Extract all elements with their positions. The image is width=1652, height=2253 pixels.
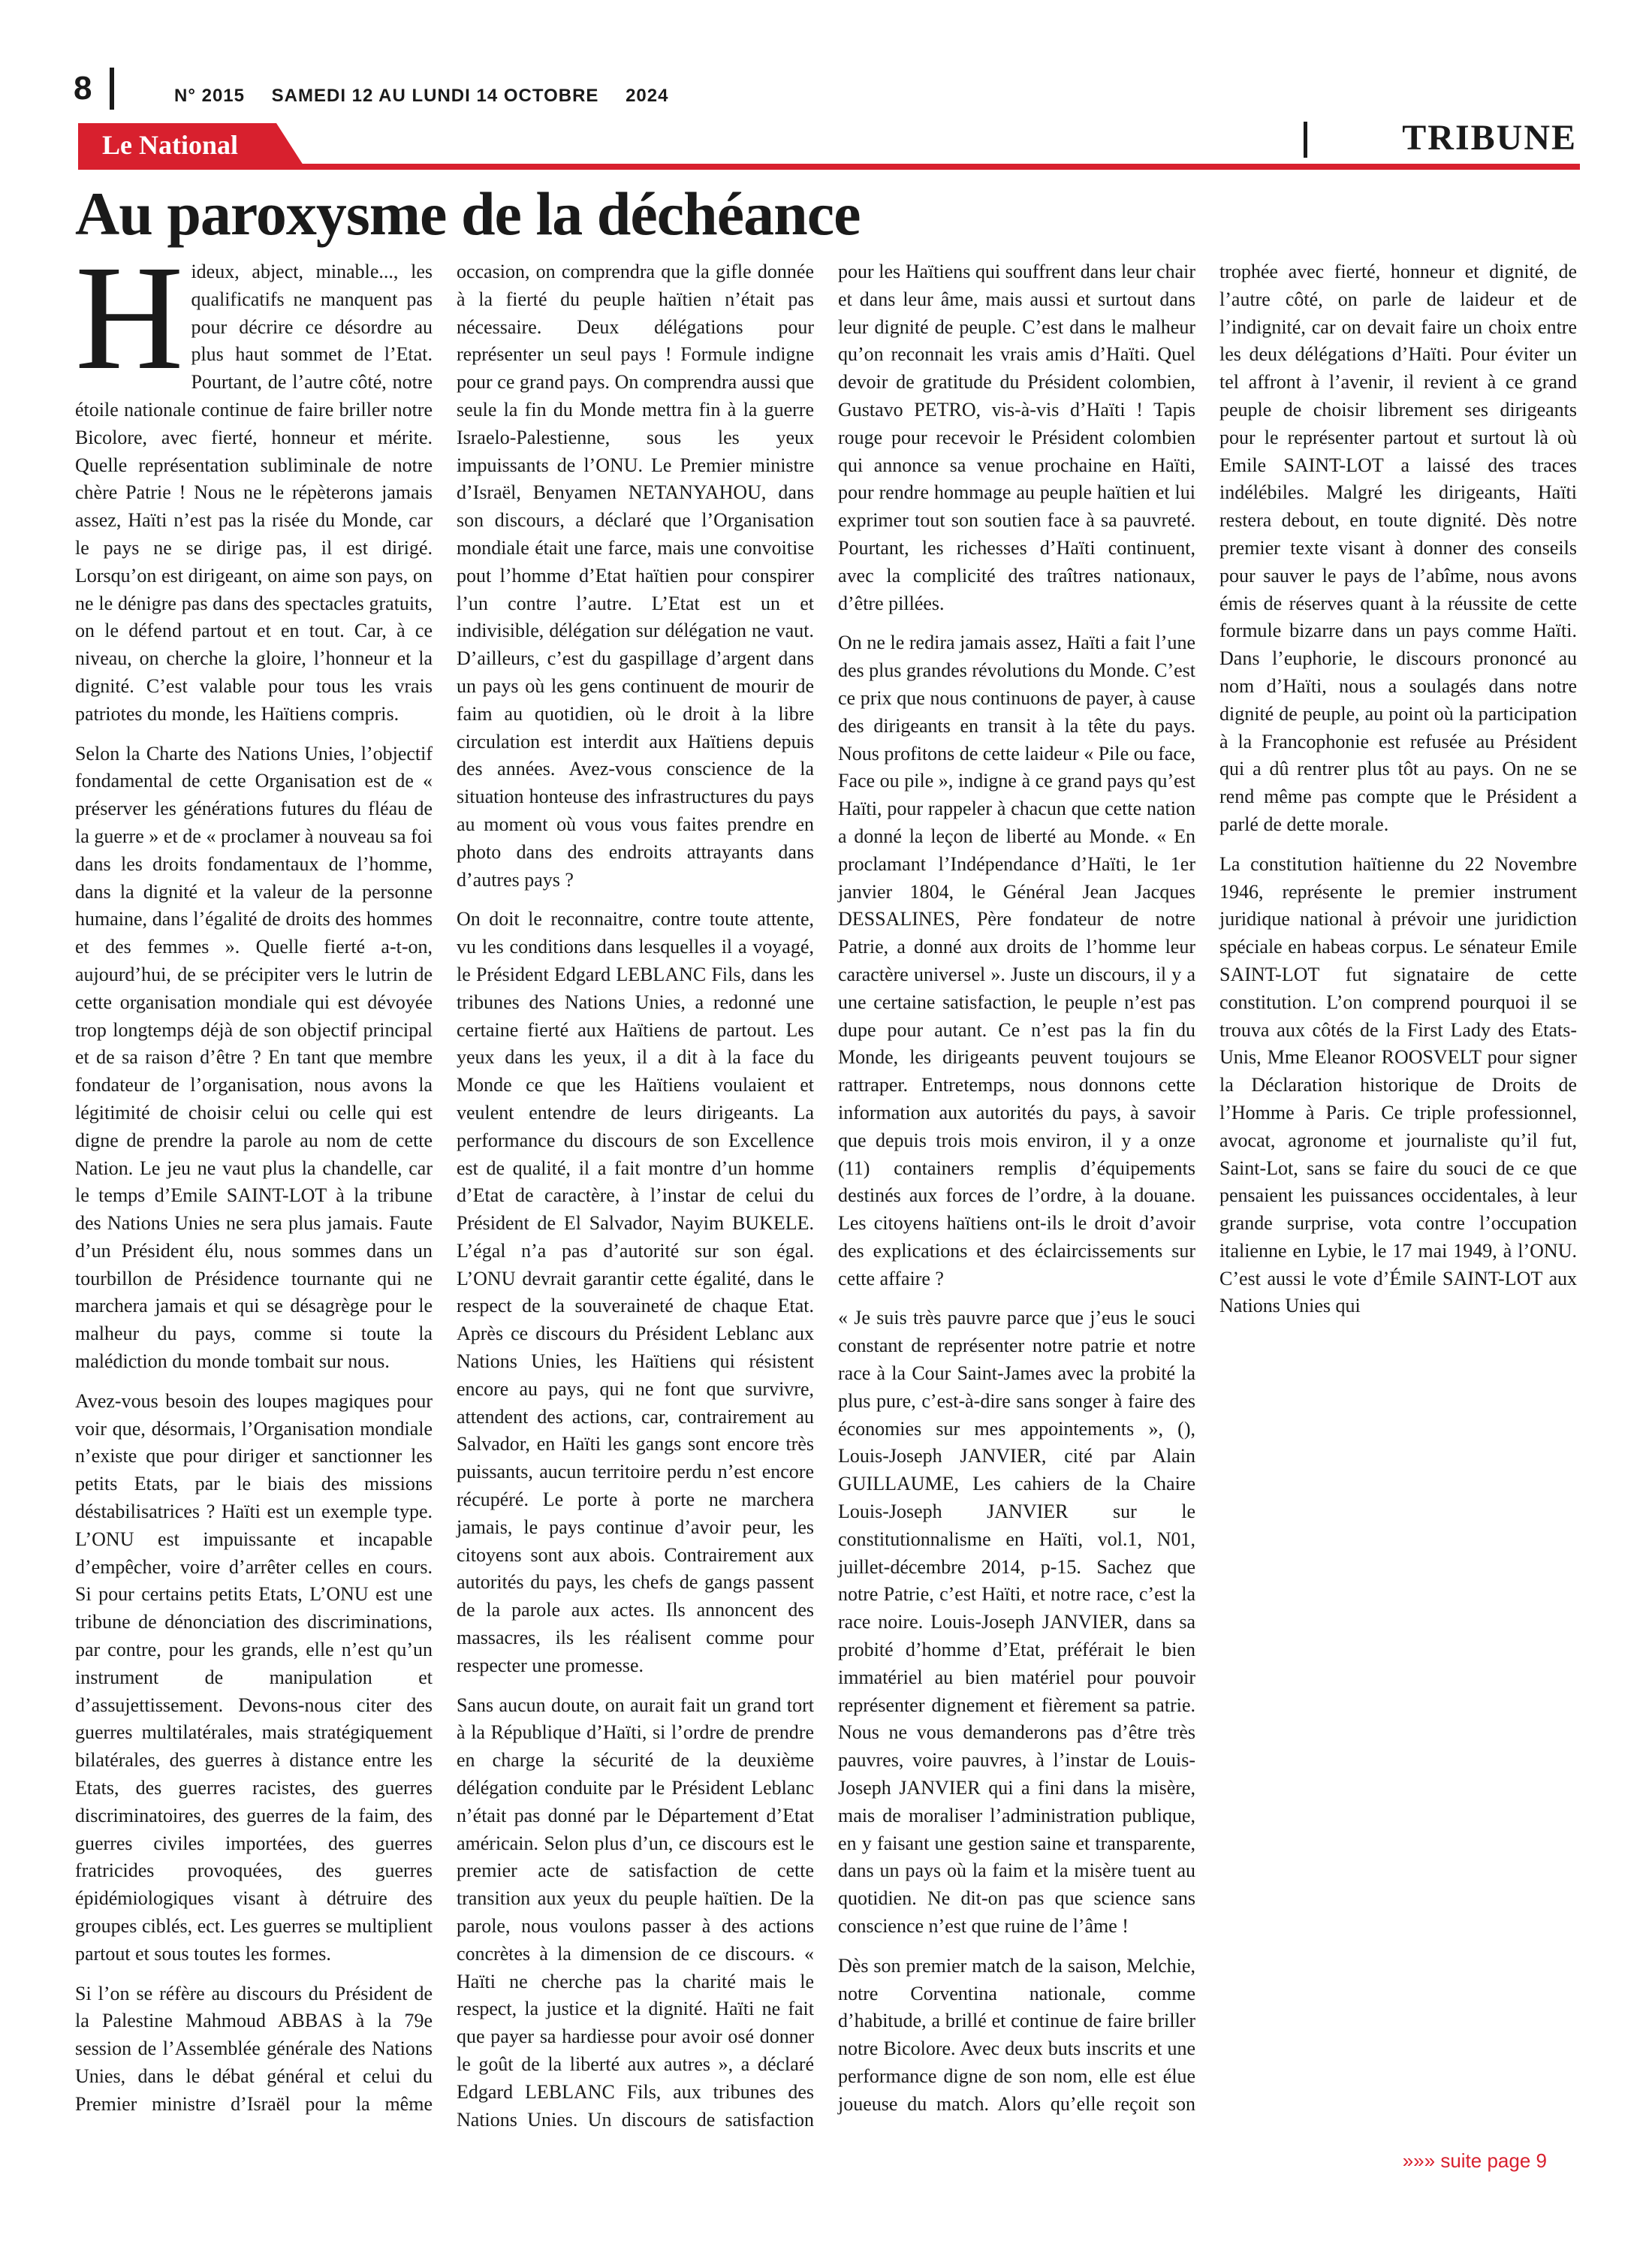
article-paragraph: Sans aucun doute, on aurait fait un grand tort à la République d’Haïti, si l’ordre de prendre en charge la sécurité de la deuxième délégation conduite par le Président Leblanc n’était pas donné par le Département d’Etat américain. Selon plus d’un, ce discours est le premier acte de satisfaction de cette transition aux yeux du peuple haïtien. De la parole, nous voulons passer à des actions concrètes à la dimension de ce discours. « Haïti ne cherche pas la charité mais le respect, la justice et la dignité. Haïti ne fait que payer sa hardiesse pour avoir osé donner le goût de la liberté aux autres », a déclaré Edgard LEBLANC Fils, aux tribunes des Nations Unies. Un discours de satisfaction pour les Haïtiens qui souffrent dans leur chair et dans leur âme, mais aussi et surtout dans leur dignité de peuple. C’est dans le malheur qu’on reconnait les vrais amis d’Haïti. Quel devoir de gratitude du Président colombien, Gustavo PETRO, vis-à-vis d’Haïti ! Tapis rouge pour recevoir le Président colombien qui annonce sa venue prochaine en Haïti, pour rendre hommage au peuple haïtien et lui exprimer tout son soutien face à sa pauvreté. Pourtant, les richesses d’Haïti continuent, avec la complicité des traîtres nationaux, d’être pillées. — [457, 261, 1195, 2131]
article-paragraph — [75, 235, 433, 728]
article-paragraph: On doit le reconnaitre, contre toute attente, vu les conditions dans lesquelles il a voyagé, le Président Edgard LEBLANC Fils, dans les tribunes des Nations Unies, a redonné une certaine fierté aux Haïtiens de partout. Les yeux dans les yeux, il a dit à la face du Monde ce que les Haïtiens voulaient et veulent entendre de leurs dirigeants. La performance du discours de son Excellence est de qualité, il a fait montre d’un homme d’Etat de caractère, à l’instar de celui du Président de El Salvador, Nayim BUKELE. L’égal n’a pas d’autorité sur son égal. L’ONU devrait garantir cette égalité, dans le respect de la souveraineté de chaque Etat. Après ce discours du Président Leblanc aux Nations Unies, les Haïtiens qui résistent encore au pays, qui ne font que survivre, attendent des actions, car, contrairement au Salvador, en Haïti les gangs sont encore très puissants, aucun territoire perdu n’est encore récupéré. Le porte à porte ne marchera jamais, le pays continue d’avoir peur, les citoyens sont aux abois. Contrairement aux autorités du pays, les chefs de gangs passent de la parole aux actes. Ils annoncent des massacres, ils les réalisent comme pour respecter une promesse. — [457, 908, 814, 1676]
article-headline: Au paroxysme de la déchéance — [75, 179, 861, 248]
header-rule — [78, 164, 1580, 170]
article-body — [75, 235, 1577, 2143]
issue-year: 2024 — [626, 86, 669, 106]
paragraph-text: ideux, abject, minable..., les qualificatifs ne manquent pas pour décrire ce désordre au plus haut sommet de l’Etat. Pourtant, de l’autre côté, notre étoile nationale continue de faire briller notre Bicolore, avec fierté, honneur et mérite. Quelle représentation subliminale de notre chère Patrie ! Nous ne le répèterons jamais assez, Haïti n’est pas la risée du Monde, car le pays ne se dirige pas, il est dirigé. Lorsqu’on est dirigeant, on aime son pays, on ne le dénigre pas dans des spectacles gratuits, on le défend partout et en tout. Car, à ce niveau, on cherche la gloire, l’honneur et la dignité. C’est valable pour tous les vrais patriotes du monde, les Haïtiens compris. — [75, 261, 433, 725]
article-paragraph: On ne le redira jamais assez, Haïti a fait l’une des plus grandes révolutions du Monde. C’est ce prix que nous continuons de payer, à cause des dirigeants en transit à la tête du pays. Nous profitons de cette laideur « Pile ou face, Face ou pile », indigne à ce grand pays qu’est Haïti, pour rappeler à chacun que cette nation a donné la leçon de liberté au Monde. « En proclamant l’Indépendance d’Haïti, le 1er janvier 1804, le Général Jean Jacques DESSALINES, Père fondateur de notre Patrie, a donné aux droits de l’homme leur caractère universel ». Juste un discours, il y a une certaine satisfaction, le peuple n’est pas dupe pour autant. Ce n’est pas la fin du Monde, les dirigeants peuvent toujours se rattraper. Entretemps, nous donnons cette information aux autorités du pays, à savoir que depuis trois mois environ, il y a onze (11) containers remplis d’équipements destinés aux forces de l’ordre, à la douane. Les citoyens haïtiens ont-ils le droit d’avoir des explications et des éclaircissements sur cette affaire ? — [838, 632, 1195, 1289]
issue-date: SAMEDI 12 AU LUNDI 14 OCTOBRE — [271, 86, 599, 106]
issue-number: N° 2015 — [174, 86, 245, 106]
article-paragraph: Si l’on se réfère au discours du Président de la Palestine Mahmoud ABBAS à la 79e session de l’Assemblée générale des Nations Unies, dans le débat général et celui du Premier ministre d’Israël pour la même occasion, on comprendra que la gifle donnée à la fierté du peuple haïtien n’était pas nécessaire. Deux délégations pour représenter un seul pays ! Formule indigne pour ce grand pays. On comprendra aussi que seule la fin du Monde mettra fin à la guerre Israelo-Palestienne, sous les yeux impuissants de l’ONU. Le Premier ministre d’Israël, Benyamen NETANYAHOU, dans son discours, a déclaré que l’Organisation mondiale était une farce, mais une convoitise pout l’homme d’Etat haïtien pour conspirer l’un contre l’autre. L’Etat est un et indivisible, délégation sur délégation ne vaut. D’ailleurs, c’est du gaspillage d’argent dans un pays où les gens continuent de mourir de faim au quotidien, où le droit à la libre circulation est interdit aux Haïtiens depuis des années. Avez-vous conscience de la situation honteuse des infrastructures du pays au moment où vous vous faites prendre en photo dans des endroits attrayants dans d’autres pays ? — [75, 261, 814, 2115]
drop-cap: H — [75, 235, 184, 401]
page-number-divider — [110, 68, 114, 110]
article-paragraph: Selon la Charte des Nations Unies, l’objectif fondamental de cette Organisation est de « préserver les générations futures du fléau de la guerre » et de « proclamer à nouveau sa foi dans les droits fondamentaux de l’homme, dans la dignité et la valeur de la personne humaine, dans l’égalité de droits des hommes et des femmes ». Quelle fierté a-t-on, aujourd’hui, de se précipiter vers le lutrin de cette organisation mondiale qui est dévoyée trop longtemps déjà de son objectif principal et de sa raison d’être ? En tant que membre fondateur de l’organisation, nous avons la légitimité de choisir celui ou celle qui est digne de prendre la parole au nom de cette Nation. Le jeu ne vaut plus la chandelle, car le temps d’Emile SAINT-LOT à la tribune des Nations Unies ne sera plus jamais. Faute d’un Président élu, nous sommes dans un tourbillon de Présidence tournante qui ne marchera jamais et qui se désagrège pour le malheur du pays, comme si toute la malédiction du monde tombait sur nous. — [75, 742, 433, 1373]
section-label: TRIBUNE — [1402, 118, 1577, 158]
article-paragraph: Avez-vous besoin des loupes magiques pour voir que, désormais, l’Organisation mondiale n’existe que pour diriger et sanctionner les petits Etats, par le biais des missions déstabilisatrices ? Haïti est un exemple type. L’ONU est impuissante et incapable d’empêcher, voire d’arrêter celles en cours. Si pour certains petits Etats, L’ONU est une tribune de dénonciation des discriminations, par contre, pour les grands, elle n’est qu’un instrument de manipulation et d’assujettissement. Devons-nous citer des guerres multilatérales, mais stratégiquement bilatérales, des guerres à distance entre les Etats, des guerres racistes, des guerres discriminatoires, des guerres de la faim, des guerres civiles importées, des guerres fratricides provoquées, des guerres épidémiologiques visant à détruire des groupes ciblés, ect. Les guerres se multiplient partout et sous toutes les formes. — [75, 1389, 433, 1965]
article-paragraph: Dès son premier match de la saison, Melchie, notre Corventina nationale, comme d’habitude, a brillé et continue de faire briller notre Bicolore. Avec deux buts inscrits et une performance digne de son nom, elle est élue joueuse du match. Alors qu’elle reçoit son trophée avec fierté, honneur et dignité, de l’autre côté, on parle de laideur et de l’indignité, car on devait faire un choix entre les deux délégations d’Haïti. Pour éviter un tel affront à l’avenir, il revient à ce grand peuple de choisir librement ses dirigeants pour le représenter partout et surtout là où Emile SAINT-LOT a laissé des traces indélébiles. Malgré les dirigeants, Haïti restera debout, en toute dignité. Dès notre premier texte visant à donner des conseils pour sauver le pays de l’abîme, nous avons émis de réserves quant à la réussite de cette formule bizarre dans un pays comme Haïti. Dans l’euphorie, le discours prononcé au nom d’Haïti, nous a soulagés dans notre dignité de peuple, au point où la participation à la Francophonie est refusée au Président qui a dû rentrer plus tôt au pays. On ne se rend même pas compte que le Président a parlé de dette morale. — [838, 261, 1577, 2115]
article-paragraph: « Je suis très pauvre parce que j’eus le souci constant de représenter notre patrie et notre race à la Cour Saint-James avec la probité la plus pure, c’est-à-dire sans songer à faire des économies sur mes appointements », (), Louis-Joseph JANVIER, cité par Alain GUILLAUME, Les cahiers de la Chaire Louis-Joseph JANVIER sur le constitutionnalisme en Haïti, vol.1, N01, juillet-décembre 2014, p-15. Sachez que notre Patrie, c’est Haïti, et notre race, c’est la race noire. Louis-Joseph JANVIER, dans sa probité d’homme d’Etat, préférait le bien immatériel au bien matériel pour pouvoir représenter dignement et fièrement sa patrie. Nous ne vous demanderons pas d’être très pauvres, voire pauvres, à l’instar de Louis-Joseph JANVIER qui a fini dans la misère, mais de moraliser l’administration publique, en y faisant une gestion saine et transparente, dans un pays où la faim et la misère tuent au quotidien. Ne dit-on pas que science sans conscience n’est que ruine de l’âme ! — [838, 1307, 1195, 1938]
page-header — [0, 0, 1652, 180]
article-paragraph: La constitution haïtienne du 22 Novembre 1946, représente le premier instrument juridique national à prévoir une juridiction spéciale en habeas corpus. Le sénateur Emile SAINT-LOT fut signataire de cette constitution. L’on comprend pourquoi il se trouva aux côtés de la First Lady des Etats-Unis, Mme Eleanor ROOSVELT pour signer la Déclaration historique de Droits de l’Homme à Paris. Ce triple professionnel, avocat, agronome et journaliste qu’il fut, Saint-Lot, sans se faire du souci de ce que pensaient les puissances occidentales, à leur grande surprise, vota contre l’occupation italienne en Lybie, le 17 mai 1949, à l’ONU. C’est aussi le vote d’Émile SAINT-LOT aux Nations Unies qui — [1219, 852, 1577, 1317]
page-number: 8 — [74, 70, 92, 107]
section-divider — [1304, 122, 1307, 158]
continuation-link[interactable]: »»» suite page 9 — [1402, 2149, 1547, 2172]
brand-name: Le National — [102, 130, 239, 160]
issue-line — [174, 86, 689, 107]
